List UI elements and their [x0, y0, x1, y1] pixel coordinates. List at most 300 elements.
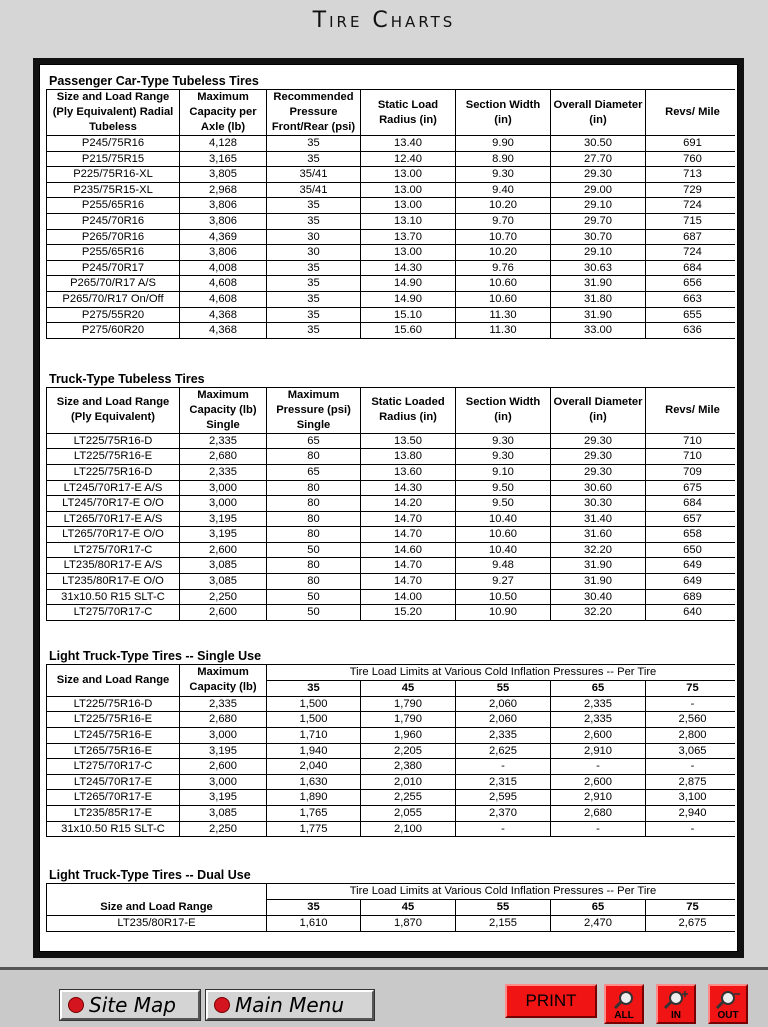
zoom-in-button[interactable]: [656, 984, 696, 1024]
table-cell: 710: [646, 449, 738, 465]
table-cell: 3,195: [180, 527, 267, 543]
table-cell: 3,806: [180, 213, 267, 229]
table-cell: 2,205: [361, 743, 456, 759]
table-cell: 35/41: [267, 182, 361, 198]
table-cell: 2,335: [180, 464, 267, 480]
table-row: [47, 136, 738, 152]
table-cell: 684: [646, 260, 738, 276]
table-cell: P245/70R17: [47, 260, 180, 276]
print-label: PRINT: [525, 991, 577, 1010]
table-cell: 2,040: [267, 759, 361, 775]
table-cell: LT245/70R17-E O/O: [47, 496, 180, 512]
table-cell: 29.10: [551, 198, 646, 214]
table-cell: 2,470: [551, 916, 646, 932]
table-cell: 640: [646, 605, 738, 621]
table-cell: 3,085: [180, 806, 267, 822]
zoom-out-label: OUT: [717, 1010, 739, 1021]
table-cell: 80: [267, 496, 361, 512]
table-cell: 9.30: [456, 449, 551, 465]
table-cell: 3,165: [180, 151, 267, 167]
table-cell: 4,008: [180, 260, 267, 276]
table-row: [47, 213, 738, 229]
table-cell: 30.70: [551, 229, 646, 245]
table-cell: 13.80: [361, 449, 456, 465]
truck-header-row: [47, 387, 738, 433]
chart-frame: [33, 58, 744, 958]
pressure-header: 65: [551, 680, 646, 696]
table-cell: 29.30: [551, 167, 646, 183]
table-cell: 14.30: [361, 480, 456, 496]
table-cell: 35: [267, 276, 361, 292]
table-cell: P255/65R16: [47, 198, 180, 214]
pressure-header: 45: [361, 680, 456, 696]
table-cell: 2,560: [646, 712, 738, 728]
table-cell: P265/70/R17 On/Off: [47, 291, 180, 307]
table-cell: 2,370: [456, 806, 551, 822]
table-cell: 14.90: [361, 276, 456, 292]
table-cell: 2,600: [180, 542, 267, 558]
table-cell: 2,335: [551, 712, 646, 728]
header-cell: Size and Load Range: [47, 900, 267, 916]
table-cell: 31.90: [551, 276, 646, 292]
zoom-all-button[interactable]: [604, 984, 644, 1024]
zoom-in-icon: [663, 990, 689, 1010]
table-cell: -: [551, 821, 646, 837]
table-cell: 80: [267, 558, 361, 574]
dual-table: [46, 883, 737, 932]
table-row: [47, 151, 738, 167]
table-cell: 31.80: [551, 291, 646, 307]
header-cell: Tire Load Limits at Various Cold Inflation Pressures -- Per Tire: [267, 884, 738, 900]
table-row: [47, 728, 738, 744]
table-cell: 13.00: [361, 245, 456, 261]
table-cell: 1,500: [267, 712, 361, 728]
table-cell: 10.40: [456, 542, 551, 558]
table-row: [47, 511, 738, 527]
table-cell: 13.50: [361, 433, 456, 449]
page-title: Tire Charts: [312, 8, 456, 33]
table-cell: 655: [646, 307, 738, 323]
table-cell: 30.63: [551, 260, 646, 276]
table-cell: 13.40: [361, 136, 456, 152]
table-cell: 9.27: [456, 574, 551, 590]
table-row: [47, 558, 738, 574]
table-cell: -: [456, 759, 551, 775]
table-row: [47, 198, 738, 214]
main-menu-button[interactable]: [206, 990, 374, 1020]
table-row: [47, 759, 738, 775]
table-cell: 29.00: [551, 182, 646, 198]
table-cell: 724: [646, 198, 738, 214]
table-cell: 14.30: [361, 260, 456, 276]
table-cell: 29.10: [551, 245, 646, 261]
red-dot-icon: [68, 997, 84, 1013]
table-cell: 33.00: [551, 323, 646, 339]
table-cell: 9.40: [456, 182, 551, 198]
site-map-button[interactable]: [60, 990, 200, 1020]
table-cell: 2,010: [361, 774, 456, 790]
table-cell: 35: [267, 213, 361, 229]
table-cell: 3,195: [180, 790, 267, 806]
table-cell: 1,710: [267, 728, 361, 744]
table-cell: 649: [646, 574, 738, 590]
table-cell: 15.60: [361, 323, 456, 339]
table-cell: LT235/80R17-E O/O: [47, 574, 180, 590]
table-cell: 35: [267, 198, 361, 214]
header-cell: [47, 884, 267, 900]
table-row: [47, 774, 738, 790]
header-cell: Overall Diameter (in): [551, 387, 646, 433]
table-row: [47, 276, 738, 292]
table-cell: 4,369: [180, 229, 267, 245]
header-cell: Overall Diameter (in): [551, 90, 646, 136]
table-cell: 4,128: [180, 136, 267, 152]
table-cell: P215/75R15: [47, 151, 180, 167]
table-cell: 2,060: [456, 696, 551, 712]
table-cell: 15.20: [361, 605, 456, 621]
table-cell: 13.10: [361, 213, 456, 229]
pressure-header: 35: [267, 680, 361, 696]
table-row: [47, 589, 738, 605]
table-cell: 10.70: [456, 229, 551, 245]
passenger-table: [46, 89, 737, 339]
header-cell: Tire Load Limits at Various Cold Inflation Pressures -- Per Tire: [267, 664, 738, 680]
table-cell: 729: [646, 182, 738, 198]
table-cell: 2,335: [180, 696, 267, 712]
table-cell: 31.60: [551, 527, 646, 543]
table-cell: LT265/70R17-E: [47, 790, 180, 806]
table-cell: 2,055: [361, 806, 456, 822]
table-cell: 30.30: [551, 496, 646, 512]
magnifier-icon: [611, 990, 637, 1010]
table-cell: 29.30: [551, 464, 646, 480]
table-cell: LT275/70R17-C: [47, 542, 180, 558]
table-cell: 13.00: [361, 167, 456, 183]
table-cell: LT245/75R16-E: [47, 728, 180, 744]
table-cell: 80: [267, 527, 361, 543]
table-cell: 1,940: [267, 743, 361, 759]
table-cell: 30.60: [551, 480, 646, 496]
table-cell: 1,890: [267, 790, 361, 806]
table-cell: 32.20: [551, 542, 646, 558]
table-cell: 35/41: [267, 167, 361, 183]
header-cell: Recommended Pressure Front/Rear (psi): [267, 90, 361, 136]
table-cell: 30.50: [551, 136, 646, 152]
table-cell: 2,335: [551, 696, 646, 712]
table-cell: 2,600: [180, 605, 267, 621]
table-cell: -: [646, 759, 738, 775]
header-cell: Size and Load Range (Ply Equivalent): [47, 387, 180, 433]
table-cell: 3,065: [646, 743, 738, 759]
table-cell: 636: [646, 323, 738, 339]
table-cell: 32.20: [551, 605, 646, 621]
table-cell: 3,085: [180, 558, 267, 574]
table-cell: 31x10.50 R15 SLT-C: [47, 589, 180, 605]
table-cell: 2,910: [551, 790, 646, 806]
dual-section-title: Light Truck-Type Tires -- Dual Use: [49, 868, 251, 883]
table-cell: LT225/75R16-D: [47, 464, 180, 480]
table-cell: 1,960: [361, 728, 456, 744]
table-cell: 656: [646, 276, 738, 292]
table-cell: 31.90: [551, 558, 646, 574]
table-cell: 31x10.50 R15 SLT-C: [47, 821, 180, 837]
table-cell: 713: [646, 167, 738, 183]
table-cell: 2,100: [361, 821, 456, 837]
table-cell: 14.70: [361, 558, 456, 574]
table-cell: 13.00: [361, 182, 456, 198]
zoom-out-icon: [715, 990, 741, 1010]
table-cell: LT225/75R16-E: [47, 712, 180, 728]
table-cell: 15.10: [361, 307, 456, 323]
table-cell: 4,368: [180, 323, 267, 339]
table-row: [47, 574, 738, 590]
zoom-out-button[interactable]: [708, 984, 748, 1024]
table-row: [47, 323, 738, 339]
dual-pressure-row: [47, 900, 738, 916]
pressure-header: 35: [267, 900, 361, 916]
table-cell: 4,608: [180, 276, 267, 292]
zoom-in-label: IN: [671, 1010, 681, 1021]
table-cell: 2,800: [646, 728, 738, 744]
table-cell: 11.30: [456, 307, 551, 323]
table-cell: 13.00: [361, 198, 456, 214]
table-cell: 1,870: [361, 916, 456, 932]
table-row: [47, 542, 738, 558]
table-cell: 14.00: [361, 589, 456, 605]
table-row: [47, 245, 738, 261]
table-cell: 684: [646, 496, 738, 512]
table-cell: 2,060: [456, 712, 551, 728]
table-cell: 3,100: [646, 790, 738, 806]
header-cell: Size and Load Range: [47, 664, 180, 696]
table-cell: 9.30: [456, 433, 551, 449]
pressure-header: 75: [646, 680, 738, 696]
table-cell: 760: [646, 151, 738, 167]
table-cell: LT245/70R17-E A/S: [47, 480, 180, 496]
table-cell: 3,085: [180, 574, 267, 590]
table-cell: P265/70R16: [47, 229, 180, 245]
table-cell: 715: [646, 213, 738, 229]
table-cell: 50: [267, 605, 361, 621]
table-cell: 30.40: [551, 589, 646, 605]
table-cell: 657: [646, 511, 738, 527]
table-cell: 2,335: [456, 728, 551, 744]
table-row: [47, 307, 738, 323]
table-cell: 31.40: [551, 511, 646, 527]
header-cell: Maximum Capacity (lb) Single: [180, 387, 267, 433]
table-cell: 11.30: [456, 323, 551, 339]
table-cell: 10.40: [456, 511, 551, 527]
table-cell: 10.60: [456, 276, 551, 292]
table-row: [47, 790, 738, 806]
table-row: [47, 167, 738, 183]
table-cell: 35: [267, 291, 361, 307]
table-cell: 10.60: [456, 527, 551, 543]
table-cell: 9.70: [456, 213, 551, 229]
table-cell: -: [646, 821, 738, 837]
table-cell: 3,806: [180, 198, 267, 214]
table-cell: 709: [646, 464, 738, 480]
table-cell: 2,600: [551, 728, 646, 744]
table-cell: 3,000: [180, 728, 267, 744]
table-cell: 35: [267, 151, 361, 167]
table-cell: 2,968: [180, 182, 267, 198]
table-row: [47, 605, 738, 621]
table-cell: 649: [646, 558, 738, 574]
table-cell: 1,790: [361, 712, 456, 728]
table-cell: 65: [267, 464, 361, 480]
table-cell: 3,806: [180, 245, 267, 261]
bottom-nav-bar: [0, 967, 768, 1027]
table-cell: 80: [267, 511, 361, 527]
header-cell: Maximum Capacity per Axle (lb): [180, 90, 267, 136]
table-cell: 10.20: [456, 198, 551, 214]
table-row: [47, 464, 738, 480]
table-cell: 2,335: [180, 433, 267, 449]
table-cell: P275/60R20: [47, 323, 180, 339]
table-cell: 2,600: [180, 759, 267, 775]
table-cell: 13.60: [361, 464, 456, 480]
header-cell: Revs/ Mile: [646, 90, 738, 136]
red-dot-icon: [214, 997, 230, 1013]
dual-group-row: [47, 884, 738, 900]
table-cell: 1,790: [361, 696, 456, 712]
table-row: [47, 743, 738, 759]
table-cell: 12.40: [361, 151, 456, 167]
table-cell: 50: [267, 542, 361, 558]
table-cell: 1,610: [267, 916, 361, 932]
table-cell: P265/70/R17 A/S: [47, 276, 180, 292]
table-cell: 3,805: [180, 167, 267, 183]
table-cell: 27.70: [551, 151, 646, 167]
table-cell: 8.90: [456, 151, 551, 167]
header-cell: Size and Load Range (Ply Equivalent) Radial Tubeless: [47, 90, 180, 136]
table-cell: 3,195: [180, 743, 267, 759]
table-row: [47, 260, 738, 276]
table-cell: 724: [646, 245, 738, 261]
table-row: [47, 480, 738, 496]
header-cell: Section Width (in): [456, 387, 551, 433]
table-row: [47, 821, 738, 837]
table-cell: 14.70: [361, 511, 456, 527]
table-cell: LT225/75R16-D: [47, 433, 180, 449]
table-row: [47, 527, 738, 543]
table-cell: 35: [267, 260, 361, 276]
truck-section-title: Truck-Type Tubeless Tires: [49, 371, 205, 386]
table-cell: 2,250: [180, 821, 267, 837]
table-cell: 650: [646, 542, 738, 558]
table-cell: 30: [267, 245, 361, 261]
table-cell: 13.70: [361, 229, 456, 245]
table-cell: 687: [646, 229, 738, 245]
table-row: [47, 712, 738, 728]
table-cell: 9.48: [456, 558, 551, 574]
table-cell: 10.60: [456, 291, 551, 307]
table-cell: 30: [267, 229, 361, 245]
passenger-header-row: [47, 90, 738, 136]
table-cell: 14.70: [361, 527, 456, 543]
table-cell: 14.60: [361, 542, 456, 558]
table-cell: P255/65R16: [47, 245, 180, 261]
header-cell: Section Width (in): [456, 90, 551, 136]
table-cell: LT235/80R17-E A/S: [47, 558, 180, 574]
table-cell: 675: [646, 480, 738, 496]
table-row: [47, 806, 738, 822]
table-cell: 2,250: [180, 589, 267, 605]
table-cell: 9.10: [456, 464, 551, 480]
pressure-header: 55: [456, 680, 551, 696]
table-row: [47, 291, 738, 307]
table-cell: 10.90: [456, 605, 551, 621]
table-cell: P245/70R16: [47, 213, 180, 229]
header-cell: Maximum Pressure (psi) Single: [267, 387, 361, 433]
table-cell: 35: [267, 136, 361, 152]
pressure-header: 55: [456, 900, 551, 916]
table-cell: 1,630: [267, 774, 361, 790]
table-cell: 3,000: [180, 480, 267, 496]
table-cell: 9.30: [456, 167, 551, 183]
zoom-all-label: ALL: [614, 1010, 634, 1021]
table-cell: 80: [267, 480, 361, 496]
table-row: [47, 916, 738, 932]
single-section-title: Light Truck-Type Tires -- Single Use: [49, 648, 262, 663]
table-cell: 658: [646, 527, 738, 543]
table-cell: 691: [646, 136, 738, 152]
table-cell: 14.70: [361, 574, 456, 590]
table-cell: 2,315: [456, 774, 551, 790]
table-cell: 9.50: [456, 480, 551, 496]
table-row: [47, 496, 738, 512]
header-cell: Static Load Radius (in): [361, 90, 456, 136]
table-cell: 3,195: [180, 511, 267, 527]
header-cell: Revs/ Mile: [646, 387, 738, 433]
table-cell: 9.90: [456, 136, 551, 152]
pressure-header: 75: [646, 900, 738, 916]
table-cell: 10.50: [456, 589, 551, 605]
table-cell: 2,155: [456, 916, 551, 932]
table-cell: 2,680: [551, 806, 646, 822]
table-cell: 50: [267, 589, 361, 605]
single-table: [46, 664, 737, 837]
table-cell: 2,380: [361, 759, 456, 775]
table-cell: 2,625: [456, 743, 551, 759]
main-menu-label: Main Menu: [235, 993, 345, 1017]
table-cell: 2,595: [456, 790, 551, 806]
table-cell: 9.76: [456, 260, 551, 276]
table-cell: 663: [646, 291, 738, 307]
table-cell: 4,368: [180, 307, 267, 323]
table-cell: 29.30: [551, 433, 646, 449]
chart-sheet: [40, 65, 737, 951]
table-cell: LT235/85R17-E: [47, 806, 180, 822]
passenger-section-title: Passenger Car-Type Tubeless Tires: [49, 74, 259, 88]
table-cell: 2,675: [646, 916, 738, 932]
table-row: [47, 449, 738, 465]
table-cell: 14.90: [361, 291, 456, 307]
table-row: [47, 696, 738, 712]
table-cell: 689: [646, 589, 738, 605]
table-cell: 9.50: [456, 496, 551, 512]
pressure-header: 45: [361, 900, 456, 916]
table-cell: 3,000: [180, 774, 267, 790]
truck-table: [46, 387, 737, 621]
table-cell: LT245/70R17-E: [47, 774, 180, 790]
table-cell: 1,765: [267, 806, 361, 822]
table-cell: LT265/70R17-E O/O: [47, 527, 180, 543]
header-cell: Static Loaded Radius (in): [361, 387, 456, 433]
table-row: [47, 229, 738, 245]
print-button[interactable]: [505, 984, 597, 1018]
